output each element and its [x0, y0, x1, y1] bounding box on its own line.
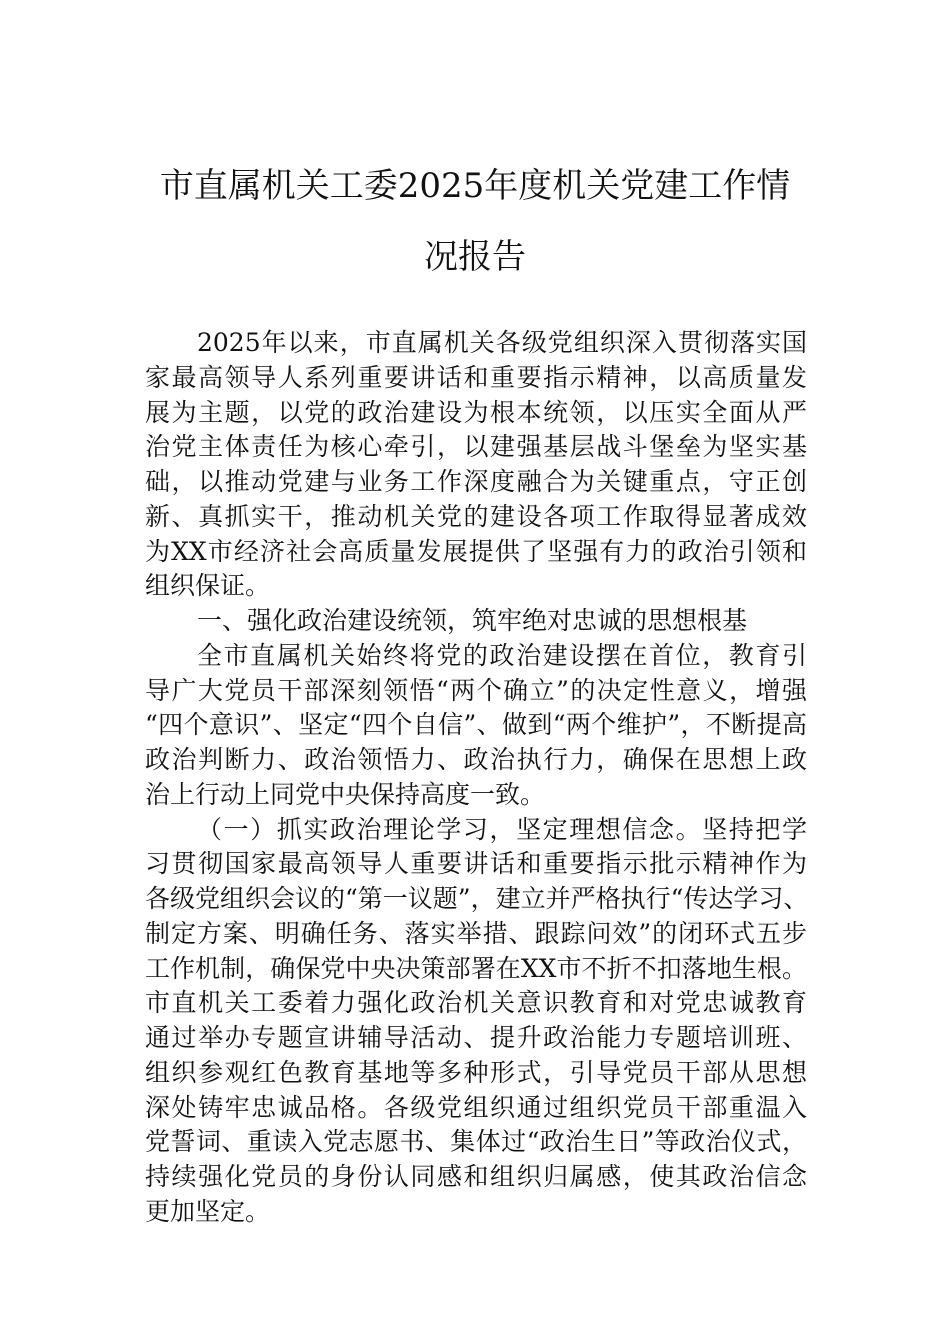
text-line: 持续强化党员的身份认同感和组织归属感，使其政治信念 [145, 1162, 807, 1191]
document-body [145, 326, 807, 1230]
paragraph [145, 326, 807, 604]
text-line: 习贯彻国家最高领导人重要讲话和重要指示批示精神作为 [145, 849, 807, 879]
text-line: 制定方案、明确任务、落实举措、跟踪问效”的闭环式五步 [145, 918, 807, 948]
text-line: 治党主体责任为核心牵引，以建强基层战斗堡垒为坚实基 [145, 432, 807, 462]
text-line: 党誓词、重读入党志愿书、集体过“政治生日”等政治仪式， [145, 1127, 807, 1157]
text-line: 深处铸牢忠诚品格。各级党组织通过组织党员干部重温入 [145, 1092, 807, 1122]
text-line: 新、真抓实干，推动机关党的建设各项工作取得显著成效 [145, 501, 807, 531]
text-line: 工作机制，确保党中央决策部署在XX市不折不扣落地生根。 [145, 953, 807, 983]
text-line: 组织参观红色教育基地等多种形式，引导党员干部从思想 [145, 1057, 807, 1087]
text-line: 通过举办专题宣讲辅导活动、提升政治能力专题培训班、 [145, 1023, 807, 1052]
paragraph [145, 639, 807, 813]
text-line: 家最高领导人系列重要讲话和重要指示精神，以高质量发 [145, 362, 807, 392]
paragraph [145, 813, 807, 1230]
text-line: 一、强化政治建设统领，筑牢绝对忠诚的思想根基 [197, 606, 748, 635]
text-line: 政治判断力、政治领悟力、政治执行力，确保在思想上政 [145, 745, 807, 774]
text-line: 导广大党员干部深刻领悟“两个确立”的决定性意义，增强 [145, 675, 807, 705]
text-line: “四个意识”、坚定“四个自信”、做到“两个维护”，不断提高 [145, 710, 807, 740]
document-title-line-2: 况报告 [424, 237, 526, 277]
text-line: 治上行动上同党中央保持高度一致。 [145, 779, 546, 809]
document-title-line-1: 市直属机关工委2025年度机关党建工作情 [159, 166, 791, 206]
text-line: 为XX市经济社会高质量发展提供了坚强有力的政治引领和 [145, 536, 807, 566]
section-heading [145, 604, 807, 639]
text-line: 全市直属机关始终将党的政治建设摆在首位，教育引 [197, 640, 807, 670]
text-line: 更加坚定。 [145, 1196, 271, 1226]
text-line: 础，以推动党建与业务工作深度融合为关键重点，守正创 [145, 467, 807, 496]
text-line: 组织保证。 [145, 571, 271, 601]
text-line: 各级党组织会议的“第一议题”，建立并严格执行“传达学习、 [145, 884, 809, 913]
text-line: 市直机关工委着力强化政治机关意识教育和对党忠诚教育 [145, 988, 807, 1018]
text-line: 展为主题，以党的政治建设为根本统领，以压实全面从严 [145, 397, 807, 427]
text-line: 2025年以来，市直属机关各级党组织深入贯彻落实国 [197, 328, 807, 357]
text-line: （一）抓实政治理论学习，坚定理想信念。坚持把学 [197, 814, 807, 844]
